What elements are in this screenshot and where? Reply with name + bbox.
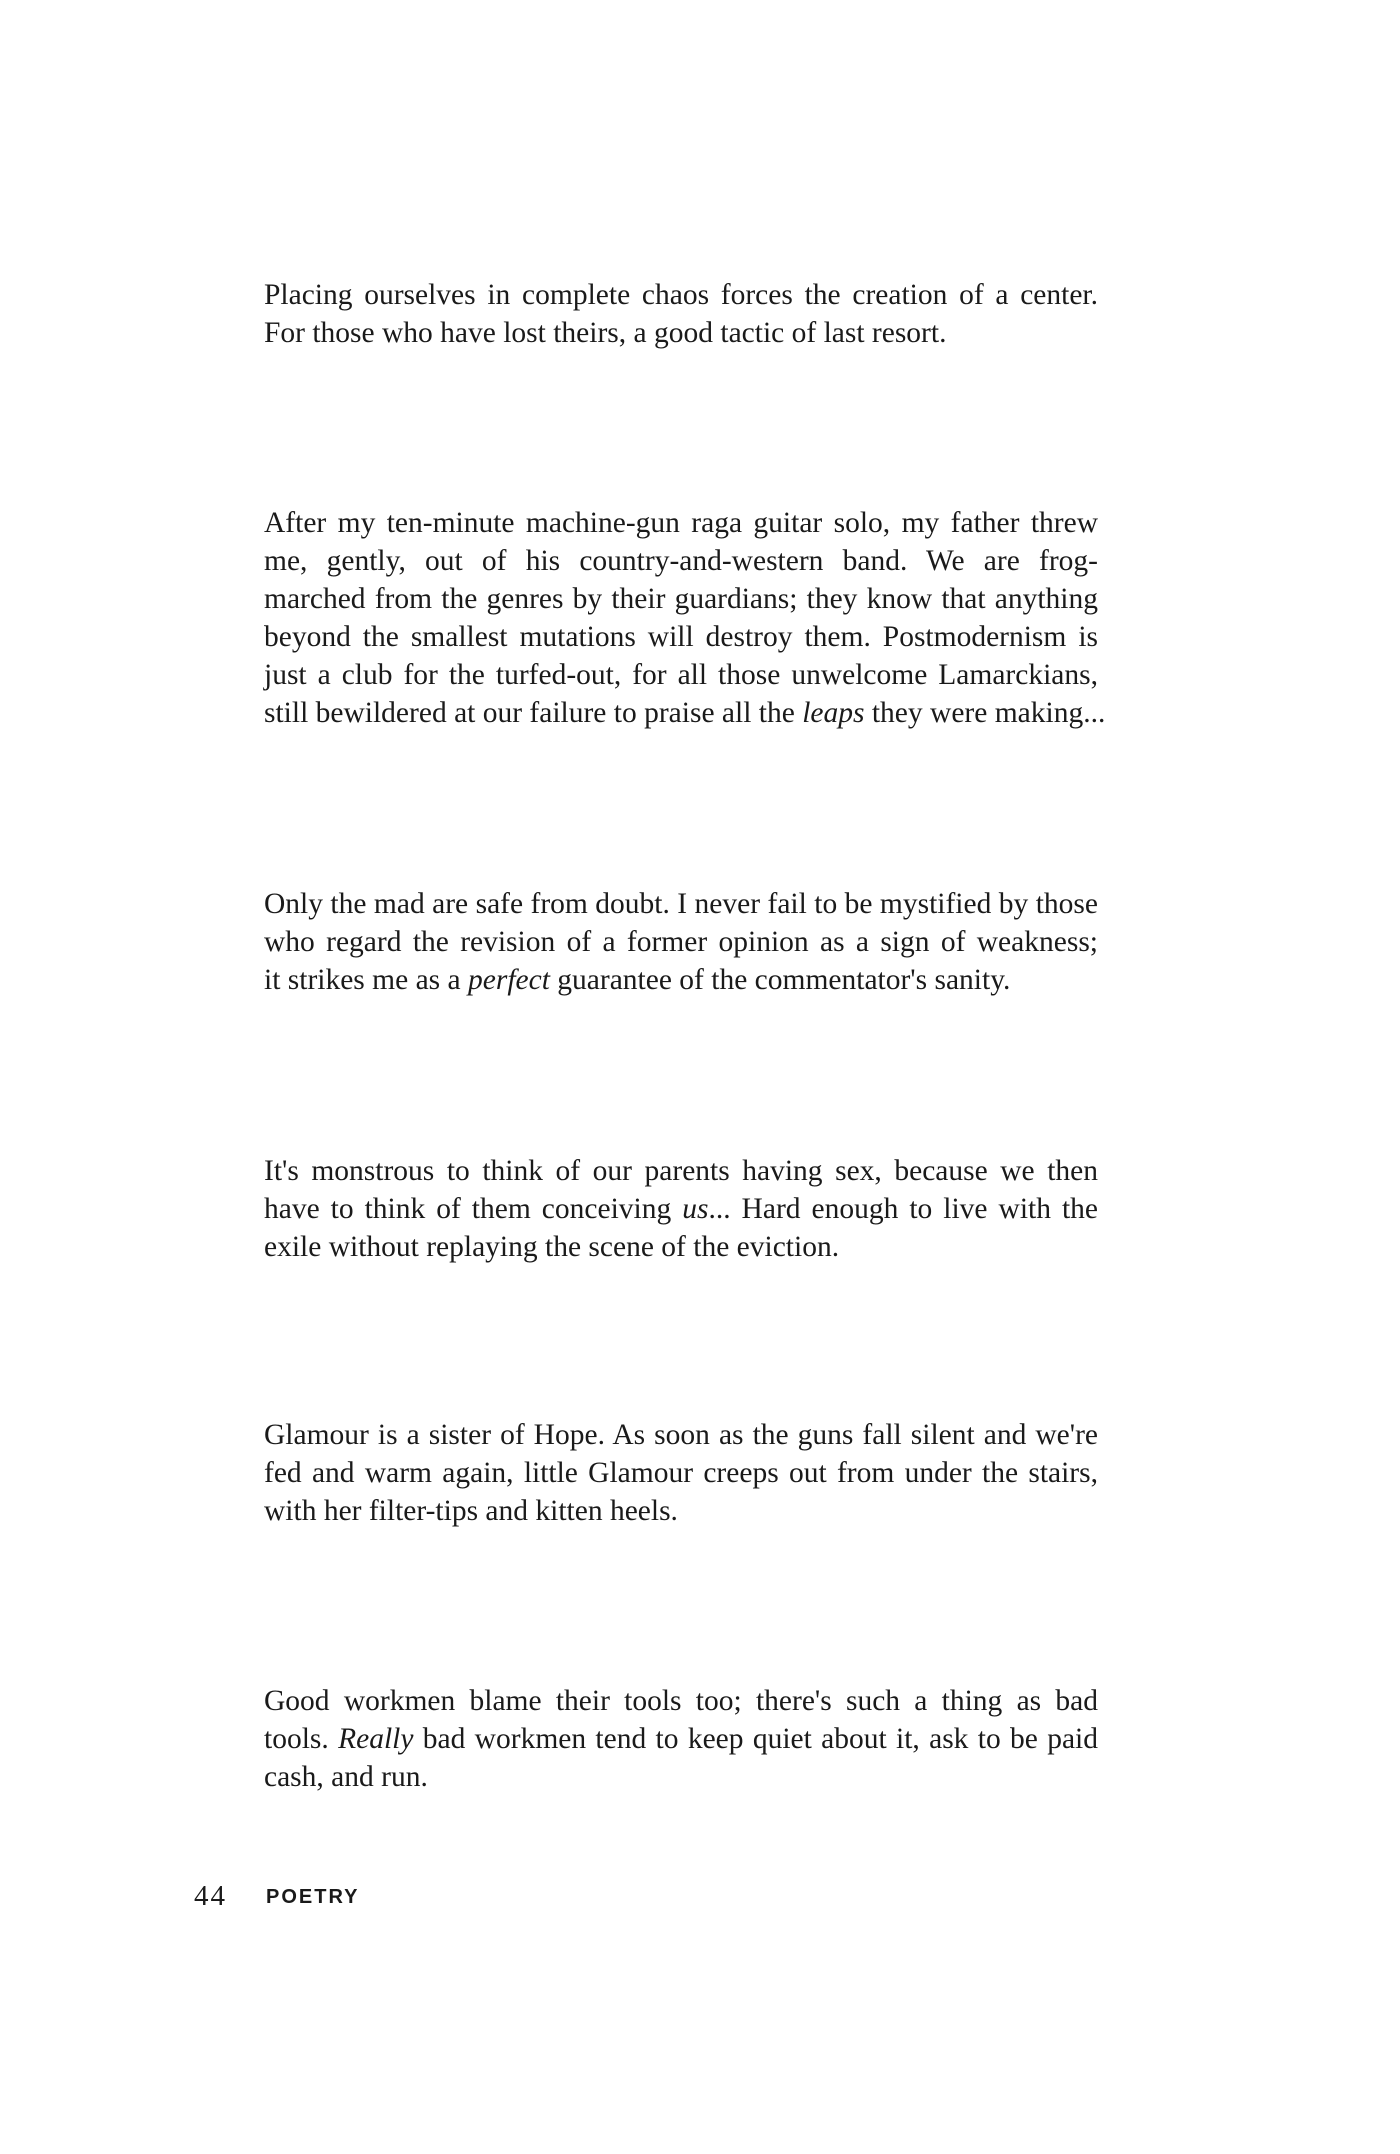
emphasis: us	[682, 1193, 709, 1225]
text-segment: bad workmen tend to keep quiet about it, ask to be paid	[413, 1723, 1098, 1755]
text-line	[264, 961, 1098, 999]
aphorism-5	[264, 1416, 1098, 1530]
text-line: exile without replaying the scene of the eviction.	[264, 1231, 840, 1263]
text-line	[264, 694, 1106, 732]
aphorism-3	[264, 885, 1098, 999]
text-line: It's monstrous to think of our parents having sex, because we then	[264, 1155, 1098, 1187]
text-segment: ... Hard enough to live with the	[708, 1193, 1098, 1225]
text-segment: tools.	[264, 1723, 339, 1755]
text-line: beyond the smallest mutations will destroy them. Postmodernism is	[264, 621, 1098, 653]
text-line: For those who have lost theirs, a good tactic of last resort.	[264, 317, 947, 349]
text-line	[264, 1720, 1098, 1758]
text-line: me, gently, out of his country-and-western band. We are frog-	[264, 545, 1098, 577]
emphasis: leaps	[802, 697, 865, 729]
text-line: who regard the revision of a former opinion as a sign of weakness;	[264, 926, 1098, 958]
page-number: 44	[194, 1880, 227, 1912]
text-segment: guarantee of the commentator's sanity.	[549, 964, 1011, 996]
text-line: Glamour is a sister of Hope. As soon as the guns fall silent and we're	[264, 1419, 1098, 1451]
text-line	[264, 1190, 1098, 1228]
aphorism-4	[264, 1152, 1098, 1266]
emphasis: perfect	[468, 964, 550, 996]
text-line: cash, and run.	[264, 1761, 428, 1793]
text-line: Only the mad are safe from doubt. I never fail to be mystified by those	[264, 888, 1098, 920]
text-segment: have to think of them conceiving	[264, 1193, 683, 1225]
text-segment: it strikes me as a	[264, 964, 468, 996]
text-line: fed and warm again, little Glamour creeps out from under the stairs,	[264, 1457, 1098, 1489]
text-line: marched from the genres by their guardians; they know that anything	[264, 583, 1098, 615]
text-line: with her filter-tips and kitten heels.	[264, 1495, 678, 1527]
emphasis: Really	[338, 1723, 414, 1755]
text-line: Placing ourselves in complete chaos forces the creation of a center.	[264, 279, 1098, 311]
text-line: After my ten-minute machine-gun raga guitar solo, my father threw	[264, 507, 1098, 539]
text-segment: still bewildered at our failure to praise all the	[264, 697, 803, 729]
aphorism-6	[264, 1682, 1098, 1796]
text-line: just a club for the turfed-out, for all those unwelcome Lamarckians,	[264, 659, 1098, 691]
aphorism-2	[264, 504, 1106, 732]
text-segment: they were making...	[864, 697, 1106, 729]
aphorism-1	[264, 276, 1098, 352]
text-line: Good workmen blame their tools too; there's such a thing as bad	[264, 1685, 1098, 1717]
running-head: POETRY	[266, 1886, 360, 1908]
